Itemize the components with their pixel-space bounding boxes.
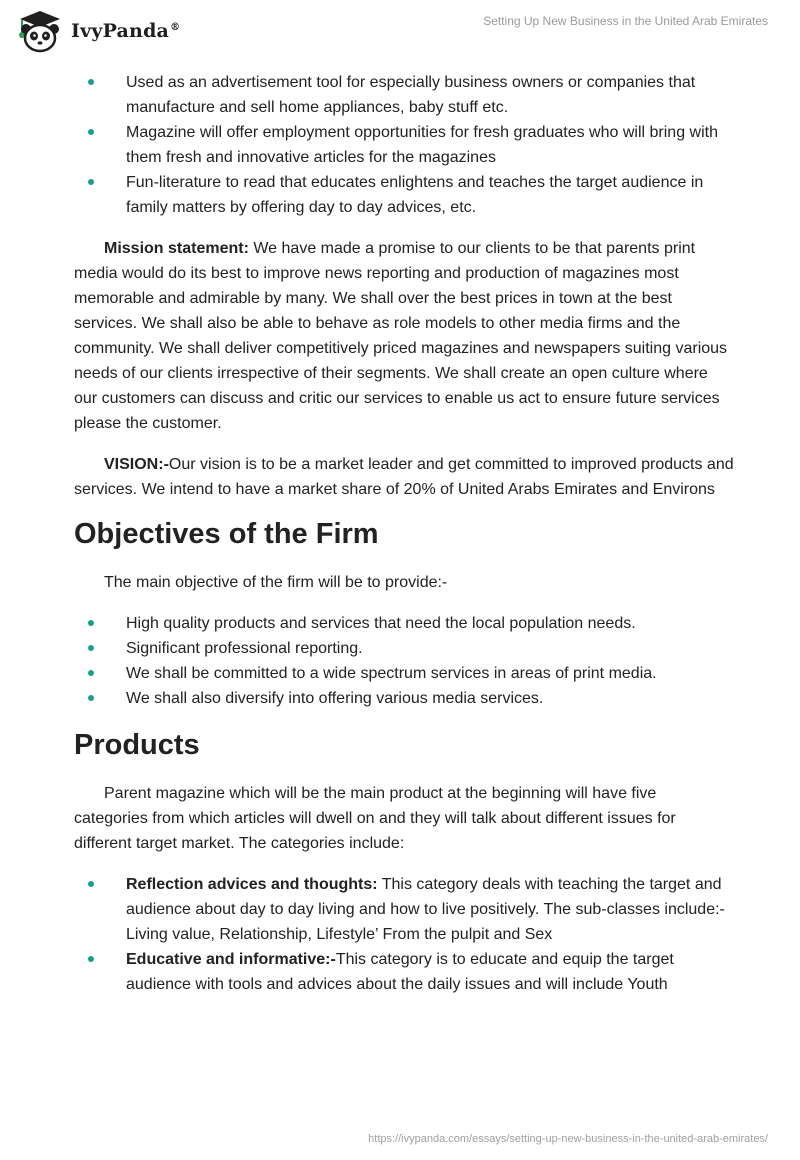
list-item: [74, 70, 734, 120]
logo-wordmark: [71, 20, 180, 42]
list-item-label: Reflection advices and thoughts:: [126, 876, 378, 893]
bullet-icon: [88, 79, 94, 85]
top-bullet-list: [74, 70, 734, 220]
source-url: https://ivypanda.com/essays/setting-up-new-business-in-the-united-arab-emirates/: [368, 1133, 768, 1145]
mission-text: We have made a promise to our clients to be that parents print media would do its best to improve news reporting and production of magazines most memorable and admirable by many. We shall over the best prices in town at the best services. We shall also be able to behave as role models to other media firms and the community. We shall deliver competitively priced magazines and newspapers suiting various needs of our clients irrespective of their segments. We shall create an open culture where our customers can discuss and critic our services to enable us act to ensure future services please the customer.: [74, 240, 728, 432]
objectives-intro: The main objective of the firm will be to provide:-: [104, 574, 448, 591]
products-intro: Parent magazine which will be the main product at the beginning will have five categories from which articles will dwell on and they will talk about different issues for different target market. The categories include:: [74, 785, 676, 852]
list-item: [74, 661, 734, 686]
logo-text: IvyPanda: [71, 20, 170, 42]
list-item: [74, 947, 734, 997]
list-item-text: Fun-literature to read that educates enlightens and teaches the target audience in family matters by offering day to day advices, etc.: [126, 174, 704, 216]
list-item-text: High quality products and services that need the local population needs.: [126, 615, 636, 632]
list-item-text: Magazine will offer employment opportunities for fresh graduates who will bring with them fresh and innovative articles for the magazines: [126, 124, 718, 166]
list-item: [74, 872, 734, 947]
list-item-text: We shall be committed to a wide spectrum services in areas of print media.: [126, 665, 657, 682]
vision-label: VISION:-: [104, 456, 169, 473]
bullet-icon: [88, 129, 94, 135]
list-item: [74, 611, 734, 636]
bullet-icon: [88, 881, 94, 887]
list-item-text: Used as an advertisement tool for especially business owners or companies that manufacture and sell home appliances, baby stuff etc.: [126, 74, 696, 116]
bullet-icon: [88, 956, 94, 962]
bullet-icon: [88, 695, 94, 701]
list-item-text: This category deals with teaching the target and audience about day to day living and how to live positively. The sub-classes include:- Living value, Relationship, Lifestyle’ From the pulpit and Sex: [126, 876, 725, 943]
objectives-heading: Objectives of the Firm: [74, 518, 379, 550]
bullet-icon: [88, 179, 94, 185]
list-item-text: We shall also diversify into offering various media services.: [126, 690, 544, 707]
bullet-icon: [88, 620, 94, 626]
list-item-label: Educative and informative:-: [126, 951, 336, 968]
bullet-icon: [88, 670, 94, 676]
mission-paragraph: [74, 236, 734, 436]
ivypanda-logo[interactable]: [14, 9, 180, 53]
objectives-list: [74, 611, 734, 711]
list-item: [74, 686, 734, 711]
list-item-text: Significant professional reporting.: [126, 640, 363, 657]
list-item: [74, 636, 734, 661]
list-item-text: This category is to educate and equip the target audience with tools and advices about the daily issues and will include Youth: [126, 951, 674, 993]
registered-mark: ®: [170, 21, 181, 33]
vision-paragraph: [74, 452, 734, 502]
products-list: [74, 872, 734, 997]
vision-text: Our vision is to be a market leader and get committed to improved products and services. We intend to have a market share of 20% of United Arabs Emirates and Environs: [74, 456, 734, 498]
document-title: Setting Up New Business in the United Arab Emirates: [483, 14, 768, 28]
essay-content: [74, 70, 734, 997]
page-header: [0, 0, 800, 60]
list-item: [74, 170, 734, 220]
products-heading: Products: [74, 729, 200, 761]
bullet-icon: [88, 645, 94, 651]
list-item: [74, 120, 734, 170]
panda-graduate-icon: [14, 9, 66, 53]
mission-label: Mission statement:: [104, 240, 249, 257]
